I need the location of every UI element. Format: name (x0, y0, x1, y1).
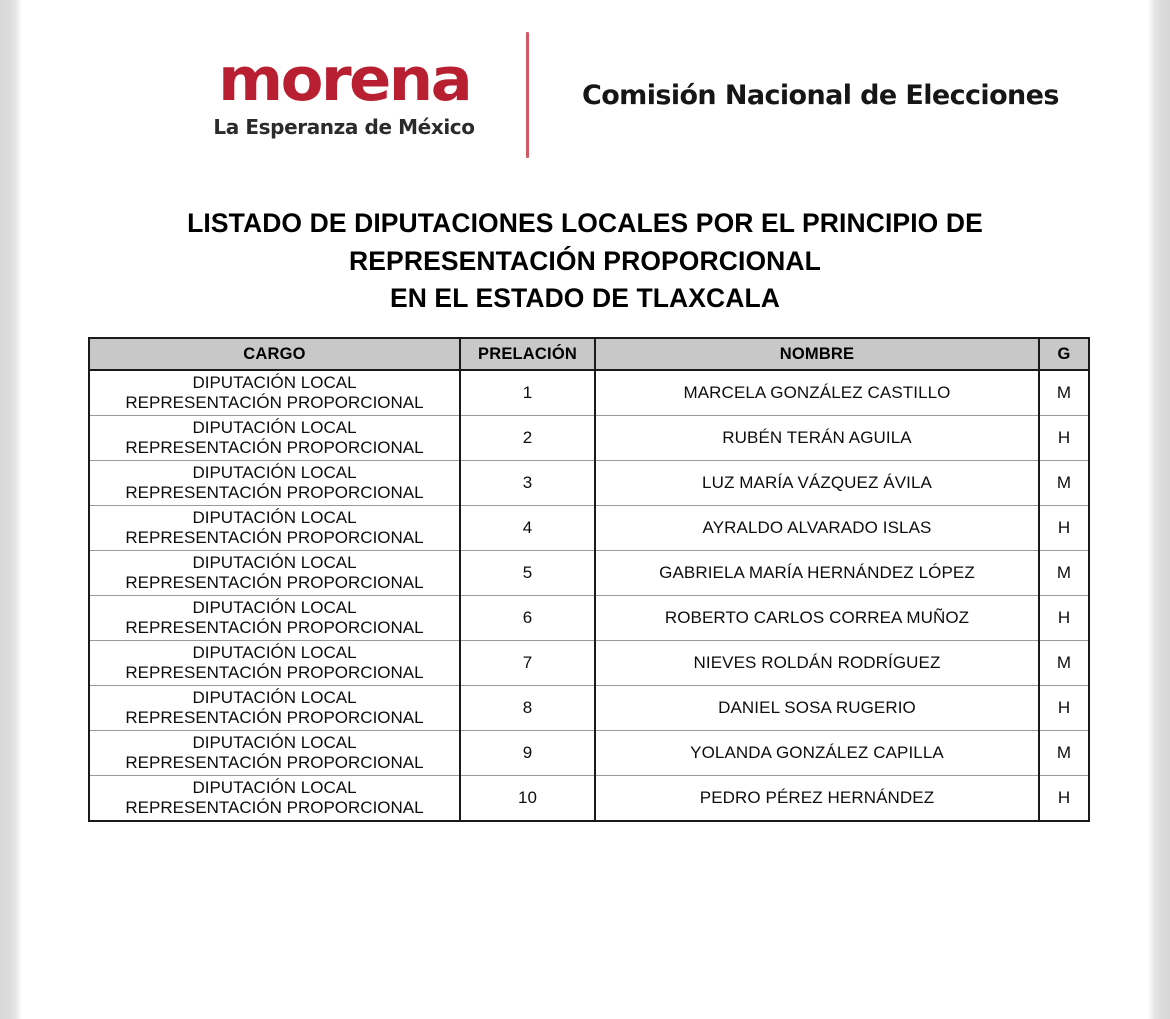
cell-genero: M (1039, 461, 1089, 506)
cell-nombre: YOLANDA GONZÁLEZ CAPILLA (595, 731, 1039, 776)
cell-genero: M (1039, 551, 1089, 596)
table-row (89, 506, 1089, 551)
cell-nombre: PEDRO PÉREZ HERNÁNDEZ (595, 776, 1039, 822)
cell-cargo (89, 731, 460, 776)
table-row (89, 461, 1089, 506)
column-header-cargo: CARGO (89, 338, 460, 370)
morena-tagline: La Esperanza de México (213, 114, 475, 139)
table-row (89, 370, 1089, 416)
table-header-row (89, 338, 1089, 370)
cell-prelacion: 10 (460, 776, 595, 822)
cell-genero: H (1039, 506, 1089, 551)
cargo-line-1: DIPUTACIÓN LOCAL (192, 372, 357, 392)
cell-prelacion: 8 (460, 686, 595, 731)
cell-genero: M (1039, 641, 1089, 686)
page-title-line-2: REPRESENTACIÓN PROPORCIONAL (349, 245, 821, 276)
cargo-line-2: REPRESENTACIÓN PROPORCIONAL (125, 618, 424, 637)
masthead-divider (526, 32, 529, 158)
cell-genero: M (1039, 731, 1089, 776)
cargo-line-1: DIPUTACIÓN LOCAL (192, 597, 357, 617)
cell-genero: M (1039, 370, 1089, 416)
cell-prelacion: 5 (460, 551, 595, 596)
table-body (89, 370, 1089, 821)
morena-logo (194, 44, 494, 139)
column-header-prelacion: PRELACIÓN (460, 338, 595, 370)
masthead (22, 30, 1148, 160)
organization-name: Comisión Nacional de Elecciones (582, 79, 1059, 111)
cell-nombre: GABRIELA MARÍA HERNÁNDEZ LÓPEZ (595, 551, 1039, 596)
table-row (89, 686, 1089, 731)
cargo-line-2: REPRESENTACIÓN PROPORCIONAL (125, 663, 424, 682)
cargo-line-1: DIPUTACIÓN LOCAL (192, 777, 357, 797)
cell-prelacion: 3 (460, 461, 595, 506)
cell-cargo (89, 416, 460, 461)
cell-nombre: ROBERTO CARLOS CORREA MUÑOZ (595, 596, 1039, 641)
cell-prelacion: 7 (460, 641, 595, 686)
cell-cargo (89, 596, 460, 641)
cell-cargo (89, 506, 460, 551)
listing-table-container (88, 337, 1088, 822)
cargo-line-2: REPRESENTACIÓN PROPORCIONAL (125, 753, 424, 772)
cell-cargo (89, 370, 460, 416)
cell-genero: H (1039, 776, 1089, 822)
cargo-line-1: DIPUTACIÓN LOCAL (192, 417, 357, 437)
column-header-nombre: NOMBRE (595, 338, 1039, 370)
cargo-line-1: DIPUTACIÓN LOCAL (192, 462, 357, 482)
column-header-genero: G (1039, 338, 1089, 370)
cargo-line-1: DIPUTACIÓN LOCAL (192, 642, 357, 662)
cargo-line-2: REPRESENTACIÓN PROPORCIONAL (125, 573, 424, 592)
cargo-line-1: DIPUTACIÓN LOCAL (192, 552, 357, 572)
cargo-line-1: DIPUTACIÓN LOCAL (192, 687, 357, 707)
cell-prelacion: 2 (460, 416, 595, 461)
cell-prelacion: 4 (460, 506, 595, 551)
cell-genero: H (1039, 686, 1089, 731)
cell-cargo (89, 461, 460, 506)
page-title-line-3: EN EL ESTADO DE TLAXCALA (389, 283, 781, 314)
cargo-line-2: REPRESENTACIÓN PROPORCIONAL (125, 393, 424, 412)
cell-prelacion: 1 (460, 370, 595, 416)
listing-table (88, 337, 1090, 822)
table-row (89, 551, 1089, 596)
cell-cargo (89, 686, 460, 731)
cargo-line-1: DIPUTACIÓN LOCAL (192, 507, 357, 527)
cell-prelacion: 9 (460, 731, 595, 776)
cargo-line-2: REPRESENTACIÓN PROPORCIONAL (125, 438, 424, 457)
table-row (89, 776, 1089, 822)
table-row (89, 641, 1089, 686)
cell-cargo (89, 776, 460, 822)
page-content (22, 0, 1148, 1019)
cell-cargo (89, 641, 460, 686)
cargo-line-2: REPRESENTACIÓN PROPORCIONAL (125, 528, 424, 547)
cargo-line-2: REPRESENTACIÓN PROPORCIONAL (125, 483, 424, 502)
cell-genero: H (1039, 416, 1089, 461)
morena-wordmark: morena (218, 44, 470, 115)
cargo-line-2: REPRESENTACIÓN PROPORCIONAL (125, 798, 424, 817)
page-left-gutter (0, 0, 22, 1019)
cell-nombre: MARCELA GONZÁLEZ CASTILLO (595, 370, 1039, 416)
cell-nombre: LUZ MARÍA VÁZQUEZ ÁVILA (595, 461, 1039, 506)
cell-prelacion: 6 (460, 596, 595, 641)
cargo-line-1: DIPUTACIÓN LOCAL (192, 732, 357, 752)
cell-nombre: DANIEL SOSA RUGERIO (595, 686, 1039, 731)
table-header (89, 338, 1089, 370)
table-row (89, 416, 1089, 461)
cell-cargo (89, 551, 460, 596)
cell-nombre: NIEVES ROLDÁN RODRÍGUEZ (595, 641, 1039, 686)
cell-nombre: RUBÉN TERÁN AGUILA (595, 416, 1039, 461)
page-right-gutter (1148, 0, 1170, 1019)
cell-nombre: AYRALDO ALVARADO ISLAS (595, 506, 1039, 551)
cargo-line-2: REPRESENTACIÓN PROPORCIONAL (125, 708, 424, 727)
cell-genero: H (1039, 596, 1089, 641)
page-title-line-1: LISTADO DE DIPUTACIONES LOCALES POR EL PRINCIPIO DE (187, 208, 983, 238)
page-title (22, 205, 1148, 318)
table-row (89, 596, 1089, 641)
table-row (89, 731, 1089, 776)
